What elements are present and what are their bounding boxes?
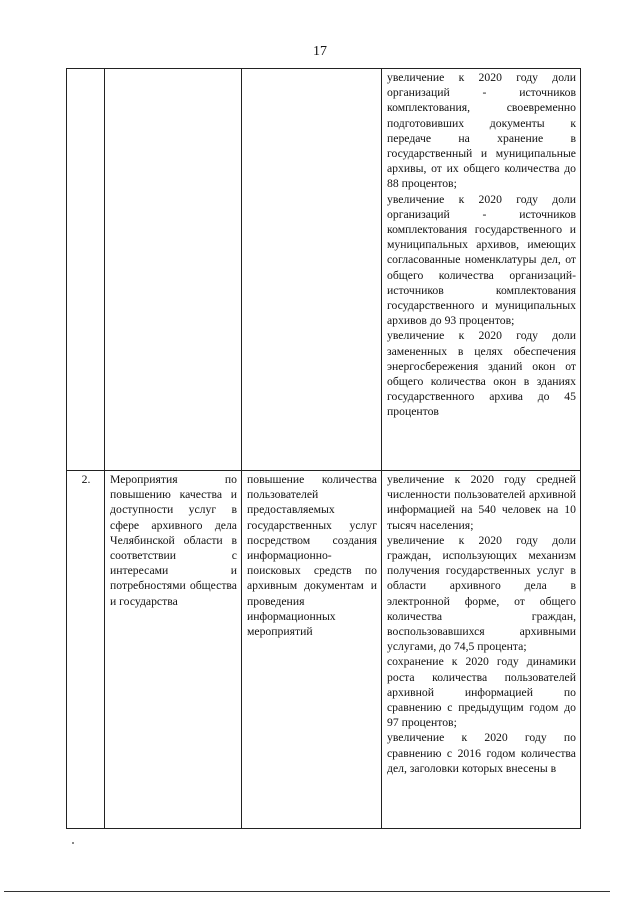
table-row <box>67 471 581 829</box>
event-cell <box>105 471 242 829</box>
indicator-cell <box>242 69 382 471</box>
indicator-cell <box>242 471 382 829</box>
result-cell <box>382 471 581 829</box>
result-paragraph: увеличение к 2020 году доли организаций - источников комплектования государственного и муниципальных архивов, имеющих согласованные номенклатуры дел, от общего количества организаций-источников комплектования государственного и муниципальных архивов до 93 процентов; <box>387 192 576 328</box>
indicator-text: повышение количества пользователей предоставляемых государственных услуг посредством создания информационно-поисковых средств по архивным документам и проведения информационных мероприятий <box>247 473 377 639</box>
result-paragraph: увеличение к 2020 году доли организаций - источников комплектования, своевременно подготовивших документы к передаче на хранение в государственный и муниципальные архивы, от их общего количества до 88 процентов; <box>387 71 576 191</box>
page-bottom-rule <box>4 891 610 892</box>
result-paragraph: увеличение к 2020 году средней численности пользователей архивной информацией на 540 человек на 10 тысяч населения; <box>387 473 576 532</box>
result-paragraph: увеличение к 2020 году по сравнению с 2016 годом количества дел, заголовки которых внесены в <box>387 731 576 775</box>
row-number-cell: 2. <box>67 471 105 829</box>
result-cell <box>382 69 581 471</box>
result-paragraph: сохранение к 2020 году динамики роста количества пользователей архивной информацией по сравнению с предыдущим годом до 97 процентов; <box>387 655 576 730</box>
table-row <box>67 69 581 471</box>
program-table <box>66 68 581 829</box>
result-paragraph: увеличение к 2020 году доли замененных в целях обеспечения энергосбережения зданий окон от общего количества окон в зданиях государственного архива до 45 процентов <box>387 329 576 419</box>
result-paragraph: увеличение к 2020 году доли граждан, использующих механизм получения государственных услуг в области архивного дела в электронной форме, от общего количества граждан, воспользовавшихся архивными услугами, до 74,5 процента; <box>387 533 576 654</box>
row-number-cell <box>67 69 105 471</box>
scan-speck <box>72 842 74 844</box>
event-cell <box>105 69 242 471</box>
page-number: 17 <box>313 44 327 59</box>
event-text: Мероприятия по повышению качества и доступности услуг в сфере архивного дела Челябинской области в соответствии с интересами и потребностями общества и государства <box>110 473 237 608</box>
